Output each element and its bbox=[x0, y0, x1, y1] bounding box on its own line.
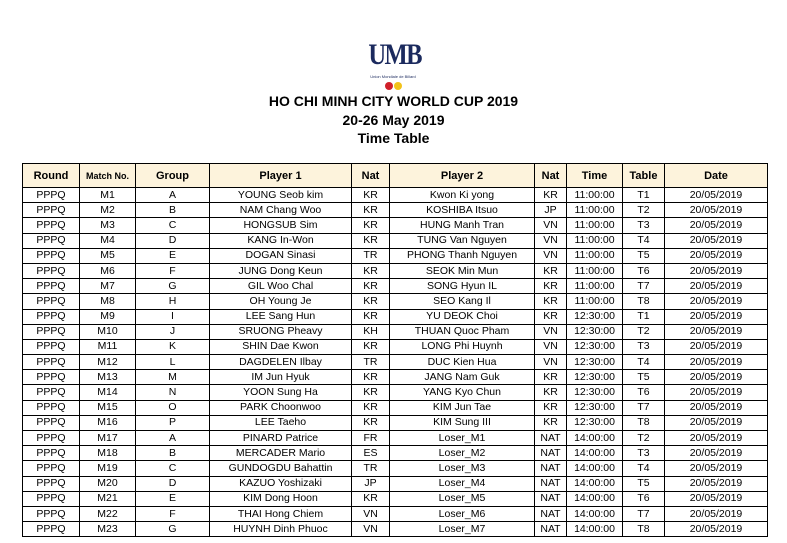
cell-player-2: KIM Sung III bbox=[390, 415, 535, 430]
cell-player-1: GIL Woo Chal bbox=[210, 279, 352, 294]
cell-match-no: M6 bbox=[80, 263, 136, 278]
table-row bbox=[23, 415, 768, 430]
cell-nat-1: TR bbox=[352, 461, 390, 476]
cell-nat-1: KR bbox=[352, 233, 390, 248]
cell-date: 20/05/2019 bbox=[665, 400, 768, 415]
cell-nat-1: KR bbox=[352, 491, 390, 506]
cell-nat-2: KR bbox=[535, 309, 567, 324]
cell-table: T5 bbox=[623, 370, 665, 385]
cell-match-no: M17 bbox=[80, 431, 136, 446]
cell-date: 20/05/2019 bbox=[665, 370, 768, 385]
cell-group: E bbox=[136, 491, 210, 506]
cell-round: PPPQ bbox=[23, 218, 80, 233]
table-row bbox=[23, 248, 768, 263]
cell-player-2: KIM Jun Tae bbox=[390, 400, 535, 415]
cell-group: M bbox=[136, 370, 210, 385]
cell-group: B bbox=[136, 446, 210, 461]
cell-nat-1: KR bbox=[352, 385, 390, 400]
cell-player-1: YOUNG Seob kim bbox=[210, 188, 352, 203]
cell-group: C bbox=[136, 218, 210, 233]
cell-round: PPPQ bbox=[23, 263, 80, 278]
cell-nat-2: VN bbox=[535, 324, 567, 339]
cell-time: 11:00:00 bbox=[567, 294, 623, 309]
cell-round: PPPQ bbox=[23, 431, 80, 446]
cell-time: 12:30:00 bbox=[567, 370, 623, 385]
cell-group: N bbox=[136, 385, 210, 400]
cell-group: I bbox=[136, 309, 210, 324]
cell-player-1: SRUONG Pheavy bbox=[210, 324, 352, 339]
cell-player-2: SEOK Min Mun bbox=[390, 263, 535, 278]
cell-time: 11:00:00 bbox=[567, 203, 623, 218]
cell-nat-2: JP bbox=[535, 203, 567, 218]
table-row bbox=[23, 218, 768, 233]
cell-group: G bbox=[136, 522, 210, 537]
cell-date: 20/05/2019 bbox=[665, 248, 768, 263]
cell-group: O bbox=[136, 400, 210, 415]
cell-player-1: DAGDELEN Ilbay bbox=[210, 355, 352, 370]
cell-match-no: M11 bbox=[80, 339, 136, 354]
cell-player-2: PHONG Thanh Nguyen bbox=[390, 248, 535, 263]
cell-nat-2: NAT bbox=[535, 446, 567, 461]
cell-round: PPPQ bbox=[23, 506, 80, 521]
table-row bbox=[23, 188, 768, 203]
cell-nat-1: VN bbox=[352, 522, 390, 537]
column-header-group: Group bbox=[136, 164, 210, 188]
cell-nat-2: NAT bbox=[535, 506, 567, 521]
cell-player-1: JUNG Dong Keun bbox=[210, 263, 352, 278]
cell-nat-2: KR bbox=[535, 279, 567, 294]
cell-match-no: M23 bbox=[80, 522, 136, 537]
column-header-date: Date bbox=[665, 164, 768, 188]
cell-date: 20/05/2019 bbox=[665, 324, 768, 339]
column-header-player-2: Player 2 bbox=[390, 164, 535, 188]
cell-group: F bbox=[136, 263, 210, 278]
cell-player-1: KANG In-Won bbox=[210, 233, 352, 248]
cell-date: 20/05/2019 bbox=[665, 188, 768, 203]
cell-round: PPPQ bbox=[23, 446, 80, 461]
yellow-ball-icon bbox=[394, 82, 402, 90]
cell-date: 20/05/2019 bbox=[665, 309, 768, 324]
cell-group: D bbox=[136, 476, 210, 491]
cell-table: T8 bbox=[623, 415, 665, 430]
cell-time: 14:00:00 bbox=[567, 522, 623, 537]
cell-group: G bbox=[136, 279, 210, 294]
cell-table: T6 bbox=[623, 263, 665, 278]
cell-table: T6 bbox=[623, 491, 665, 506]
cell-nat-1: KH bbox=[352, 324, 390, 339]
cell-player-1: KIM Dong Hoon bbox=[210, 491, 352, 506]
cell-player-1: LEE Taeho bbox=[210, 415, 352, 430]
table-row bbox=[23, 385, 768, 400]
cell-group: J bbox=[136, 324, 210, 339]
cell-player-2: LONG Phi Huynh bbox=[390, 339, 535, 354]
cell-nat-2: KR bbox=[535, 294, 567, 309]
cell-player-2: Loser_M6 bbox=[390, 506, 535, 521]
cell-table: T7 bbox=[623, 400, 665, 415]
cell-nat-2: KR bbox=[535, 188, 567, 203]
cell-nat-2: VN bbox=[535, 355, 567, 370]
cell-group: H bbox=[136, 294, 210, 309]
cell-date: 20/05/2019 bbox=[665, 446, 768, 461]
cell-nat-2: KR bbox=[535, 370, 567, 385]
cell-nat-1: KR bbox=[352, 415, 390, 430]
cell-nat-2: KR bbox=[535, 415, 567, 430]
cell-time: 12:30:00 bbox=[567, 400, 623, 415]
cell-date: 20/05/2019 bbox=[665, 233, 768, 248]
cell-date: 20/05/2019 bbox=[665, 203, 768, 218]
cell-round: PPPQ bbox=[23, 233, 80, 248]
table-row bbox=[23, 339, 768, 354]
cell-group: E bbox=[136, 248, 210, 263]
cell-nat-2: KR bbox=[535, 385, 567, 400]
cell-player-2: Loser_M4 bbox=[390, 476, 535, 491]
cell-player-1: YOON Sung Ha bbox=[210, 385, 352, 400]
cell-group: D bbox=[136, 233, 210, 248]
cell-player-2: THUAN Quoc Pham bbox=[390, 324, 535, 339]
table-row bbox=[23, 522, 768, 537]
cell-nat-1: KR bbox=[352, 400, 390, 415]
cell-date: 20/05/2019 bbox=[665, 415, 768, 430]
cell-nat-1: FR bbox=[352, 431, 390, 446]
cell-group: P bbox=[136, 415, 210, 430]
event-dates: 20-26 May 2019 bbox=[342, 112, 445, 128]
cell-player-1: DOGAN Sinasi bbox=[210, 248, 352, 263]
cell-match-no: M2 bbox=[80, 203, 136, 218]
cell-round: PPPQ bbox=[23, 385, 80, 400]
cell-time: 12:30:00 bbox=[567, 324, 623, 339]
cell-player-2: YU DEOK Choi bbox=[390, 309, 535, 324]
cell-player-2: Loser_M3 bbox=[390, 461, 535, 476]
cell-round: PPPQ bbox=[23, 309, 80, 324]
cell-round: PPPQ bbox=[23, 279, 80, 294]
cell-time: 14:00:00 bbox=[567, 506, 623, 521]
cell-round: PPPQ bbox=[23, 355, 80, 370]
cell-time: 12:30:00 bbox=[567, 309, 623, 324]
cell-match-no: M13 bbox=[80, 370, 136, 385]
table-row bbox=[23, 370, 768, 385]
cell-nat-1: KR bbox=[352, 279, 390, 294]
cell-player-1: PINARD Patrice bbox=[210, 431, 352, 446]
cell-player-1: SHIN Dae Kwon bbox=[210, 339, 352, 354]
cell-match-no: M19 bbox=[80, 461, 136, 476]
cell-nat-1: KR bbox=[352, 370, 390, 385]
column-header-nat-1: Nat bbox=[352, 164, 390, 188]
cell-date: 20/05/2019 bbox=[665, 385, 768, 400]
cell-table: T3 bbox=[623, 339, 665, 354]
table-row bbox=[23, 446, 768, 461]
cell-player-1: NAM Chang Woo bbox=[210, 203, 352, 218]
cell-table: T8 bbox=[623, 522, 665, 537]
cell-group: A bbox=[136, 188, 210, 203]
cell-date: 20/05/2019 bbox=[665, 506, 768, 521]
cell-date: 20/05/2019 bbox=[665, 461, 768, 476]
cell-nat-1: KR bbox=[352, 294, 390, 309]
logo-balls-icon bbox=[385, 82, 405, 90]
cell-round: PPPQ bbox=[23, 461, 80, 476]
cell-player-1: OH Young Je bbox=[210, 294, 352, 309]
cell-time: 14:00:00 bbox=[567, 446, 623, 461]
table-row bbox=[23, 324, 768, 339]
cell-player-2: SONG Hyun IL bbox=[390, 279, 535, 294]
cell-nat-1: TR bbox=[352, 355, 390, 370]
column-header-time: Time bbox=[567, 164, 623, 188]
cell-nat-2: KR bbox=[535, 400, 567, 415]
cell-table: T1 bbox=[623, 188, 665, 203]
cell-match-no: M1 bbox=[80, 188, 136, 203]
cell-round: PPPQ bbox=[23, 248, 80, 263]
cell-player-2: Kwon Ki yong bbox=[390, 188, 535, 203]
table-row bbox=[23, 491, 768, 506]
cell-nat-1: KR bbox=[352, 309, 390, 324]
page-title: HO CHI MINH CITY WORLD CUP 2019 bbox=[268, 93, 519, 109]
cell-round: PPPQ bbox=[23, 476, 80, 491]
column-header-nat-2: Nat bbox=[535, 164, 567, 188]
cell-date: 20/05/2019 bbox=[665, 294, 768, 309]
cell-match-no: M21 bbox=[80, 491, 136, 506]
cell-table: T6 bbox=[623, 385, 665, 400]
cell-nat-2: NAT bbox=[535, 491, 567, 506]
table-row bbox=[23, 263, 768, 278]
cell-group: L bbox=[136, 355, 210, 370]
cell-group: F bbox=[136, 506, 210, 521]
cell-nat-1: KR bbox=[352, 263, 390, 278]
cell-match-no: M9 bbox=[80, 309, 136, 324]
cell-match-no: M18 bbox=[80, 446, 136, 461]
cell-match-no: M15 bbox=[80, 400, 136, 415]
cell-date: 20/05/2019 bbox=[665, 279, 768, 294]
cell-time: 12:30:00 bbox=[567, 415, 623, 430]
cell-date: 20/05/2019 bbox=[665, 339, 768, 354]
cell-nat-2: NAT bbox=[535, 431, 567, 446]
cell-table: T3 bbox=[623, 218, 665, 233]
cell-nat-1: ES bbox=[352, 446, 390, 461]
cell-table: T2 bbox=[623, 431, 665, 446]
cell-table: T4 bbox=[623, 461, 665, 476]
cell-match-no: M10 bbox=[80, 324, 136, 339]
cell-nat-1: KR bbox=[352, 339, 390, 354]
cell-nat-2: VN bbox=[535, 339, 567, 354]
cell-date: 20/05/2019 bbox=[665, 355, 768, 370]
cell-nat-2: NAT bbox=[535, 461, 567, 476]
cell-time: 14:00:00 bbox=[567, 431, 623, 446]
cell-player-2: DUC Kien Hua bbox=[390, 355, 535, 370]
table-header-row bbox=[23, 164, 768, 188]
cell-player-1: MERCADER Mario bbox=[210, 446, 352, 461]
cell-nat-2: NAT bbox=[535, 476, 567, 491]
cell-round: PPPQ bbox=[23, 294, 80, 309]
cell-match-no: M22 bbox=[80, 506, 136, 521]
cell-nat-2: VN bbox=[535, 248, 567, 263]
cell-date: 20/05/2019 bbox=[665, 476, 768, 491]
cell-match-no: M14 bbox=[80, 385, 136, 400]
cell-player-2: TUNG Van Nguyen bbox=[390, 233, 535, 248]
cell-nat-1: KR bbox=[352, 203, 390, 218]
table-row bbox=[23, 506, 768, 521]
cell-round: PPPQ bbox=[23, 415, 80, 430]
cell-date: 20/05/2019 bbox=[665, 431, 768, 446]
cell-table: T4 bbox=[623, 233, 665, 248]
cell-nat-1: JP bbox=[352, 476, 390, 491]
logo-text: UMB bbox=[368, 38, 421, 71]
cell-nat-2: KR bbox=[535, 263, 567, 278]
time-table bbox=[22, 163, 768, 537]
cell-time: 11:00:00 bbox=[567, 279, 623, 294]
cell-date: 20/05/2019 bbox=[665, 263, 768, 278]
cell-player-1: KAZUO Yoshizaki bbox=[210, 476, 352, 491]
cell-table: T3 bbox=[623, 446, 665, 461]
cell-match-no: M4 bbox=[80, 233, 136, 248]
cell-group: B bbox=[136, 203, 210, 218]
cell-nat-2: VN bbox=[535, 218, 567, 233]
cell-player-1: IM Jun Hyuk bbox=[210, 370, 352, 385]
cell-date: 20/05/2019 bbox=[665, 491, 768, 506]
table-row bbox=[23, 233, 768, 248]
cell-nat-2: VN bbox=[535, 233, 567, 248]
cell-player-2: Loser_M2 bbox=[390, 446, 535, 461]
cell-time: 11:00:00 bbox=[567, 188, 623, 203]
cell-player-1: THAI Hong Chiem bbox=[210, 506, 352, 521]
cell-nat-2: NAT bbox=[535, 522, 567, 537]
column-header-table: Table bbox=[623, 164, 665, 188]
table-row bbox=[23, 431, 768, 446]
cell-player-2: Loser_M1 bbox=[390, 431, 535, 446]
cell-table: T1 bbox=[623, 309, 665, 324]
table-row bbox=[23, 279, 768, 294]
cell-match-no: M5 bbox=[80, 248, 136, 263]
cell-player-2: Loser_M5 bbox=[390, 491, 535, 506]
cell-match-no: M7 bbox=[80, 279, 136, 294]
logo-subtitle: Union Mondiale de Billard bbox=[370, 74, 416, 79]
cell-player-2: YANG Kyo Chun bbox=[390, 385, 535, 400]
table-row bbox=[23, 476, 768, 491]
cell-date: 20/05/2019 bbox=[665, 218, 768, 233]
cell-round: PPPQ bbox=[23, 370, 80, 385]
cell-player-2: JANG Nam Guk bbox=[390, 370, 535, 385]
cell-time: 11:00:00 bbox=[567, 248, 623, 263]
cell-table: T5 bbox=[623, 476, 665, 491]
cell-player-1: GUNDOGDU Bahattin bbox=[210, 461, 352, 476]
cell-time: 14:00:00 bbox=[567, 461, 623, 476]
table-row bbox=[23, 461, 768, 476]
table-row bbox=[23, 400, 768, 415]
red-ball-icon bbox=[385, 82, 393, 90]
cell-time: 14:00:00 bbox=[567, 476, 623, 491]
cell-round: PPPQ bbox=[23, 522, 80, 537]
page-subtitle: Time Table bbox=[357, 130, 430, 146]
cell-time: 11:00:00 bbox=[567, 233, 623, 248]
table-row bbox=[23, 309, 768, 324]
cell-time: 11:00:00 bbox=[567, 218, 623, 233]
cell-player-2: KOSHIBA Itsuo bbox=[390, 203, 535, 218]
column-header-player-1: Player 1 bbox=[210, 164, 352, 188]
cell-match-no: M16 bbox=[80, 415, 136, 430]
cell-date: 20/05/2019 bbox=[665, 522, 768, 537]
cell-player-2: SEO Kang Il bbox=[390, 294, 535, 309]
column-header-match-no: Match No. bbox=[80, 164, 136, 188]
cell-table: T7 bbox=[623, 506, 665, 521]
cell-player-1: PARK Choonwoo bbox=[210, 400, 352, 415]
table-row bbox=[23, 203, 768, 218]
cell-round: PPPQ bbox=[23, 203, 80, 218]
cell-round: PPPQ bbox=[23, 491, 80, 506]
cell-round: PPPQ bbox=[23, 400, 80, 415]
cell-time: 14:00:00 bbox=[567, 491, 623, 506]
column-header-round: Round bbox=[23, 164, 80, 188]
cell-match-no: M8 bbox=[80, 294, 136, 309]
cell-group: K bbox=[136, 339, 210, 354]
cell-round: PPPQ bbox=[23, 188, 80, 203]
cell-match-no: M3 bbox=[80, 218, 136, 233]
cell-player-1: HONGSUB Sim bbox=[210, 218, 352, 233]
cell-group: A bbox=[136, 431, 210, 446]
cell-nat-1: KR bbox=[352, 188, 390, 203]
cell-table: T8 bbox=[623, 294, 665, 309]
table-row bbox=[23, 294, 768, 309]
cell-round: PPPQ bbox=[23, 324, 80, 339]
cell-player-1: HUYNH Dinh Phuoc bbox=[210, 522, 352, 537]
cell-table: T2 bbox=[623, 324, 665, 339]
cell-player-2: Loser_M7 bbox=[390, 522, 535, 537]
cell-group: C bbox=[136, 461, 210, 476]
cell-player-2: HUNG Manh Tran bbox=[390, 218, 535, 233]
umb-logo bbox=[363, 38, 423, 93]
cell-table: T5 bbox=[623, 248, 665, 263]
cell-time: 12:30:00 bbox=[567, 385, 623, 400]
cell-match-no: M12 bbox=[80, 355, 136, 370]
cell-nat-1: TR bbox=[352, 248, 390, 263]
cell-match-no: M20 bbox=[80, 476, 136, 491]
cell-nat-1: VN bbox=[352, 506, 390, 521]
cell-table: T2 bbox=[623, 203, 665, 218]
cell-nat-1: KR bbox=[352, 218, 390, 233]
cell-time: 11:00:00 bbox=[567, 263, 623, 278]
cell-time: 12:30:00 bbox=[567, 339, 623, 354]
cell-table: T4 bbox=[623, 355, 665, 370]
cell-round: PPPQ bbox=[23, 339, 80, 354]
cell-table: T7 bbox=[623, 279, 665, 294]
cell-player-1: LEE Sang Hun bbox=[210, 309, 352, 324]
cell-time: 12:30:00 bbox=[567, 355, 623, 370]
table-row bbox=[23, 355, 768, 370]
